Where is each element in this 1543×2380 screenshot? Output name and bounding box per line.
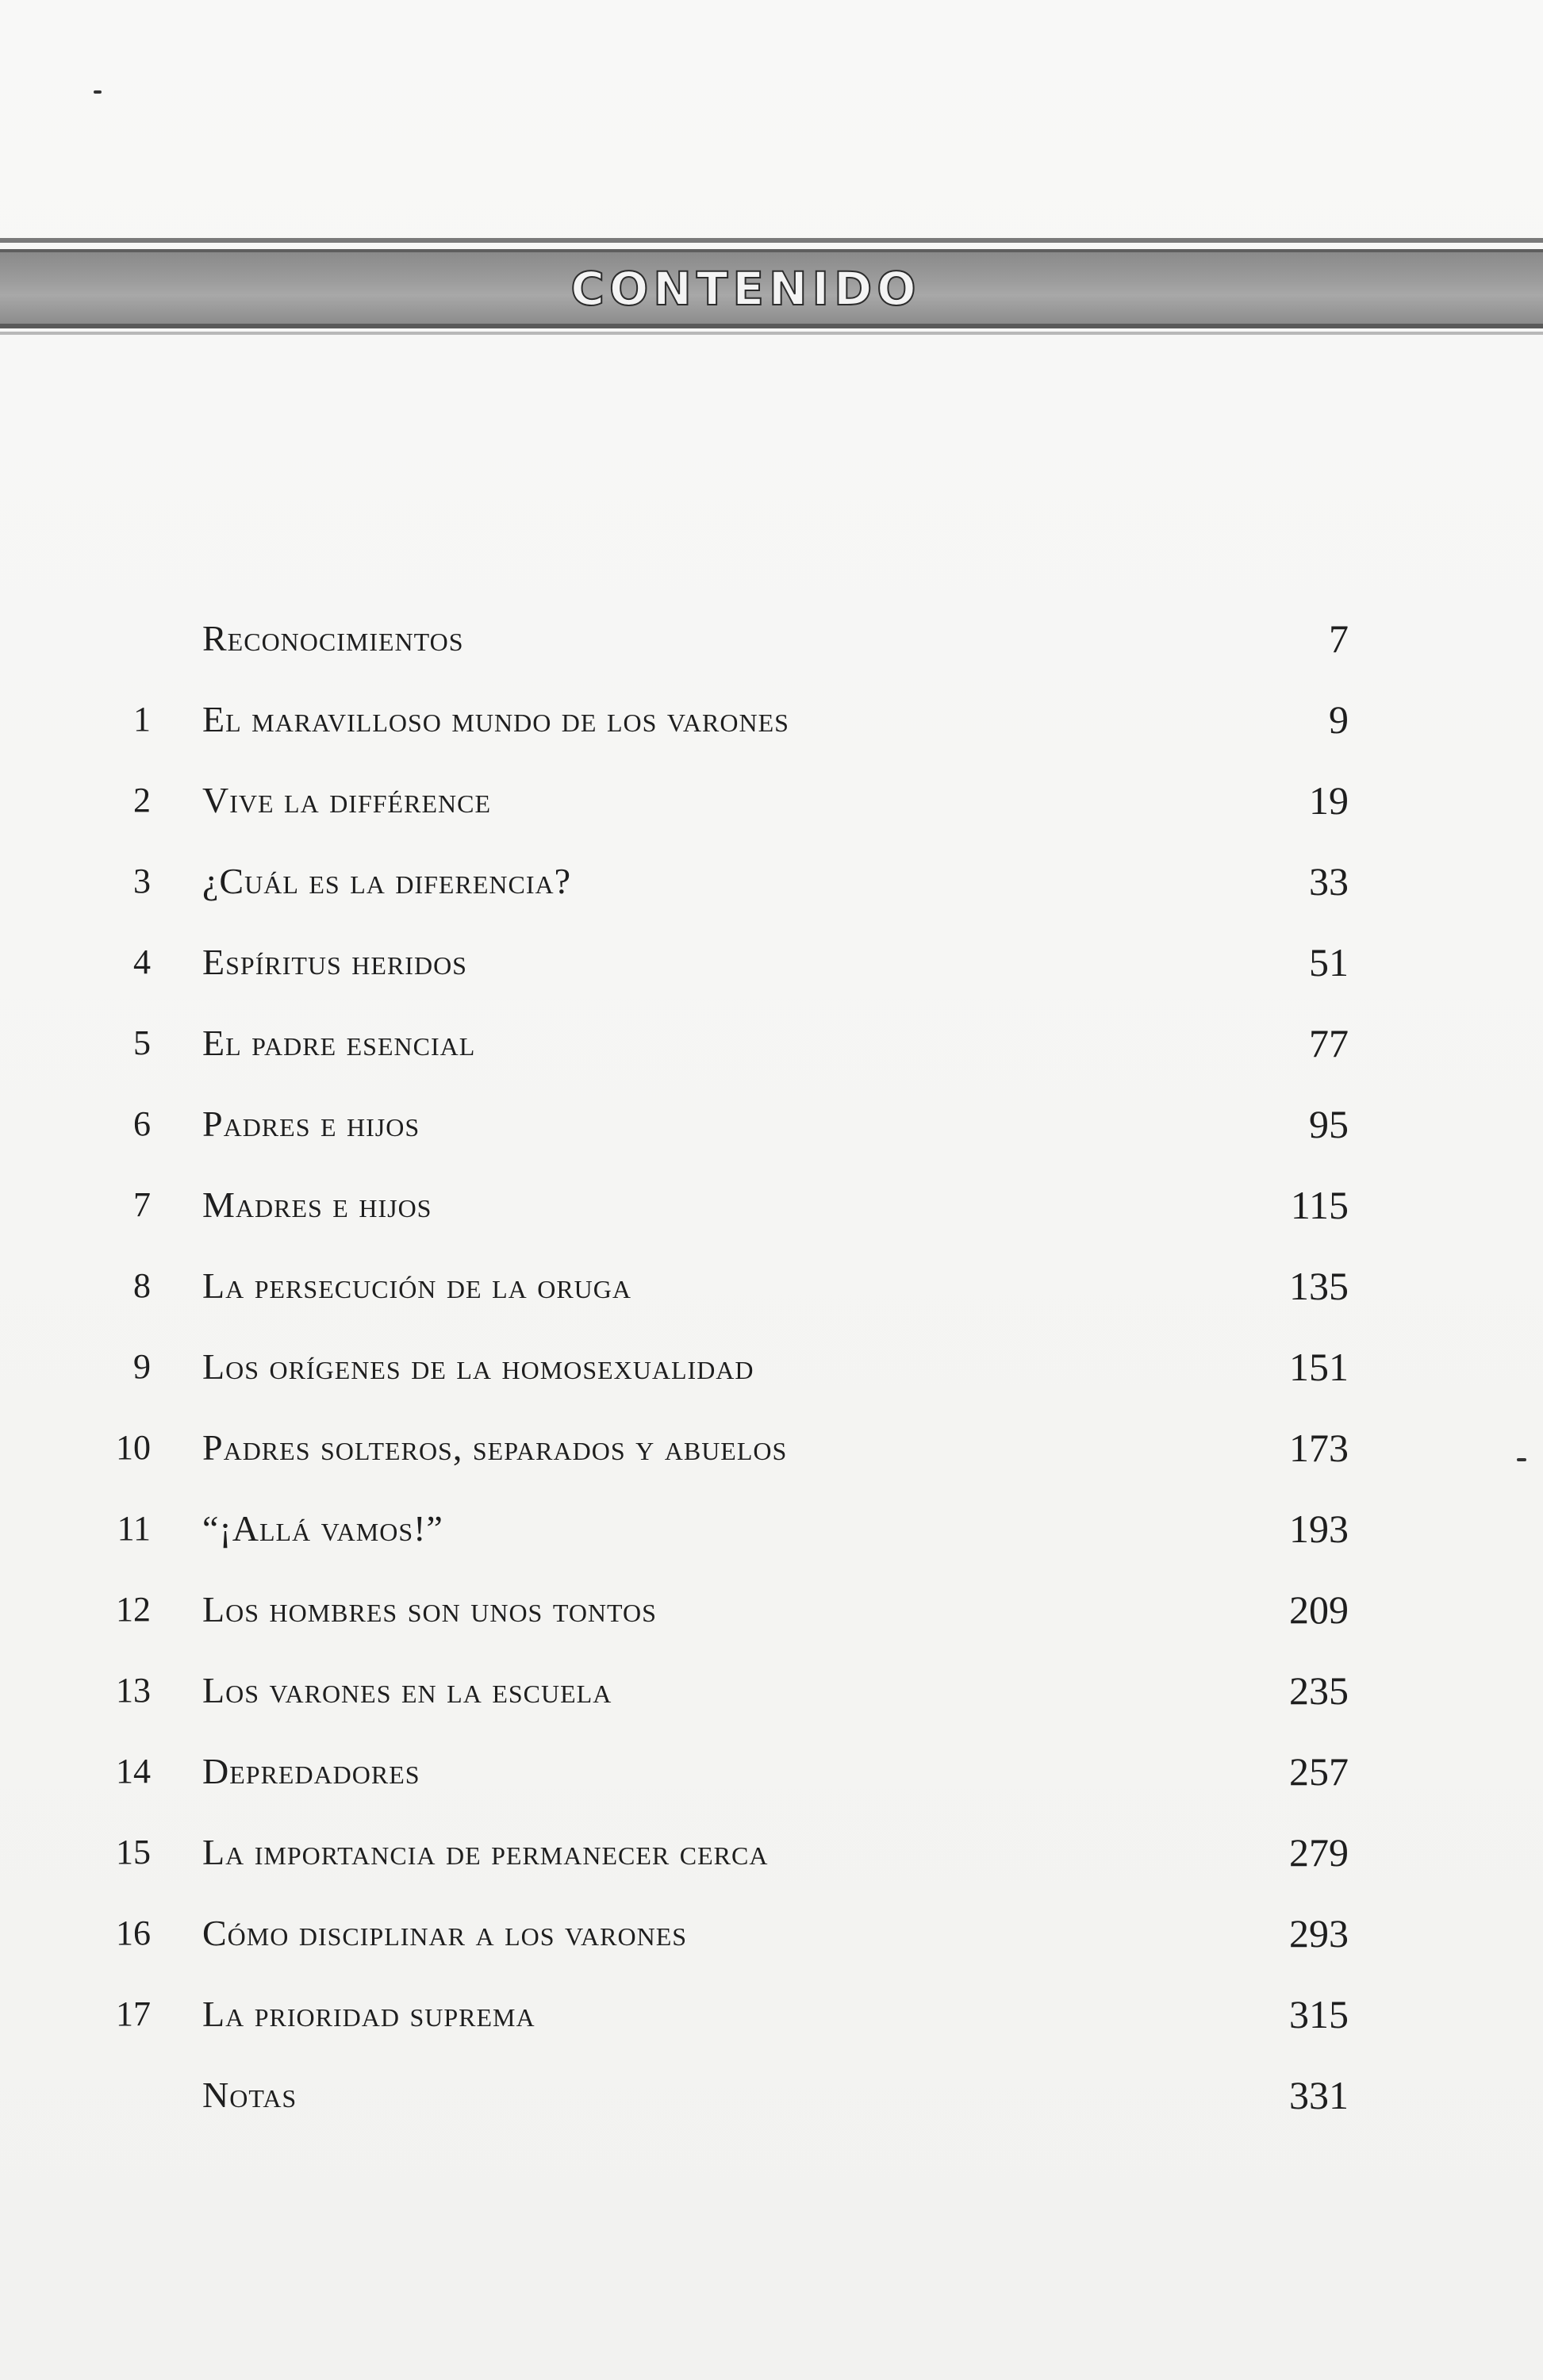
chapter-title: Depredadores <box>202 1751 420 1791</box>
chapter-number: 8 <box>133 1266 151 1305</box>
toc-entry <box>95 1250 1349 1331</box>
chapter-title: ¿Cuál es la diferencia? <box>202 861 571 901</box>
page-number: 19 <box>1309 778 1349 823</box>
toc-entry <box>95 2059 1349 2140</box>
toc-entry <box>95 765 1349 846</box>
chapter-title: Reconocimientos <box>202 618 464 658</box>
chapter-title: Padres solteros, separados y abuelos <box>202 1427 788 1468</box>
chapter-title: Padres e hijos <box>202 1104 420 1144</box>
chapter-number: 7 <box>133 1185 151 1224</box>
chapter-title: “¡Allá vamos!” <box>202 1508 443 1549</box>
page-number: 235 <box>1289 1668 1349 1713</box>
chapter-number: 17 <box>116 1994 151 2033</box>
page-number: 209 <box>1289 1587 1349 1632</box>
chapter-number: 2 <box>133 781 151 820</box>
page-number: 257 <box>1289 1749 1349 1794</box>
chapter-title: El maravilloso mundo de los varones <box>202 699 789 739</box>
toc-entry <box>95 1736 1349 1817</box>
chapter-title: Los varones en la escuela <box>202 1670 612 1710</box>
chapter-number: 1 <box>133 700 151 739</box>
toc-entry <box>95 1817 1349 1898</box>
banner-rule-top <box>0 238 1543 243</box>
chapter-title: La persecución de la oruga <box>202 1265 632 1306</box>
chapter-number: 3 <box>133 862 151 900</box>
chapter-number: 5 <box>133 1023 151 1062</box>
page-number: 51 <box>1309 940 1349 985</box>
chapter-number: 4 <box>133 942 151 981</box>
chapter-number: 13 <box>116 1671 151 1710</box>
chapter-title: Cómo disciplinar a los varones <box>202 1913 688 1953</box>
page-number: 193 <box>1289 1507 1349 1551</box>
toc-entry <box>95 684 1349 765</box>
chapter-number: 14 <box>116 1752 151 1791</box>
chapter-title: La importancia de permanecer cerca <box>202 1832 769 1872</box>
toc-entry <box>95 1898 1349 1979</box>
chapter-number: 16 <box>116 1914 151 1952</box>
chapter-title: Notas <box>202 2075 297 2115</box>
chapter-number: 15 <box>116 1833 151 1871</box>
chapter-number: 9 <box>133 1347 151 1386</box>
toc-entry <box>95 1979 1349 2059</box>
chapter-number: 6 <box>133 1104 151 1143</box>
chapter-title: La prioridad suprema <box>202 1994 535 2034</box>
toc-entry <box>95 603 1349 684</box>
page-number: 7 <box>1329 616 1349 661</box>
toc-entry <box>95 1008 1349 1088</box>
page-number: 279 <box>1289 1830 1349 1875</box>
page-number: 95 <box>1309 1102 1349 1146</box>
toc-entry <box>95 1331 1349 1412</box>
toc-entry <box>95 1169 1349 1250</box>
toc-entry <box>95 1493 1349 1574</box>
header-banner <box>0 238 1543 341</box>
page-number: 151 <box>1289 1345 1349 1389</box>
page-number: 33 <box>1309 859 1349 904</box>
chapter-number: 12 <box>116 1590 151 1629</box>
chapter-title: Madres e hijos <box>202 1184 432 1225</box>
page-number: 77 <box>1309 1021 1349 1065</box>
toc-entry <box>95 1574 1349 1655</box>
page-number: 315 <box>1289 1992 1349 2036</box>
chapter-number: 11 <box>117 1509 151 1548</box>
page-number: 115 <box>1290 1183 1349 1227</box>
page-number: 173 <box>1289 1426 1349 1470</box>
banner-rule-bottom <box>0 332 1543 335</box>
toc-entry <box>95 1655 1349 1736</box>
page-number: 135 <box>1289 1264 1349 1308</box>
toc-entry <box>95 1088 1349 1169</box>
chapter-title: Los orígenes de la homosexualidad <box>202 1346 754 1387</box>
page-title: CONTENIDO <box>570 262 921 316</box>
table-of-contents <box>95 603 1349 2140</box>
toc-entry <box>95 1412 1349 1493</box>
chapter-title: Los hombres son unos tontos <box>202 1589 657 1630</box>
toc-entry <box>95 927 1349 1008</box>
page-number: 331 <box>1289 2073 1349 2117</box>
ink-speck <box>1517 1458 1526 1461</box>
page-number: 9 <box>1329 697 1349 742</box>
toc-entry <box>95 846 1349 927</box>
chapter-number: 10 <box>116 1428 151 1467</box>
chapter-title: Espíritus heridos <box>202 942 467 982</box>
chapter-title: El padre esencial <box>202 1023 476 1063</box>
ink-speck <box>94 90 102 94</box>
chapter-title: Vive la différence <box>202 780 491 820</box>
page-number: 293 <box>1289 1911 1349 1956</box>
